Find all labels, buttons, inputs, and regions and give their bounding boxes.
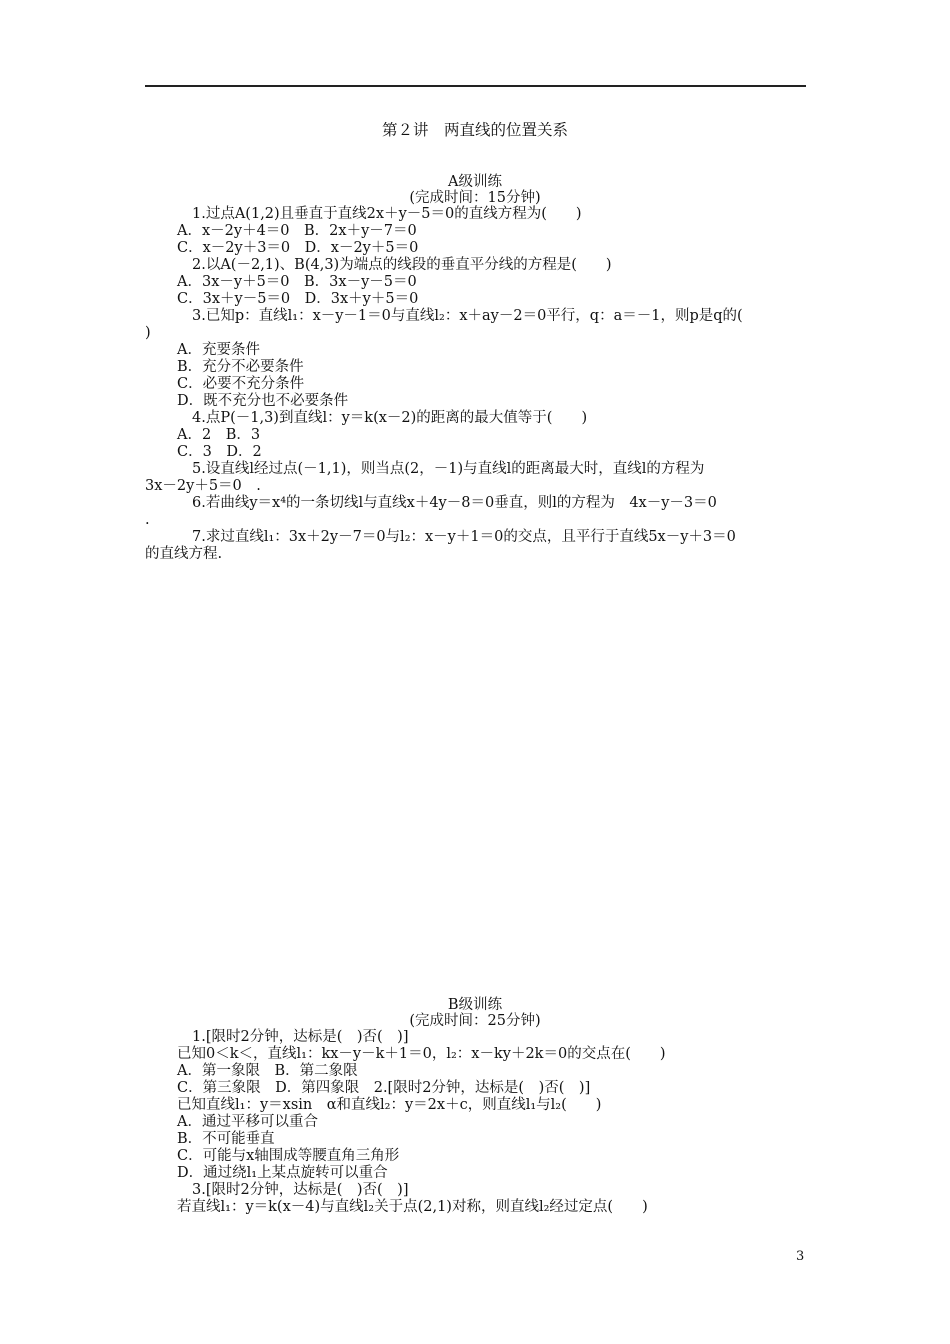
option-line: D．通过绕l₁上某点旋转可以重合 <box>177 1165 388 1181</box>
option-line: B．不可能垂直 <box>177 1131 275 1147</box>
page-number: 3 <box>796 1249 805 1264</box>
option-line: C．必要不充分条件 <box>177 376 305 392</box>
question-a3: 3.已知p：直线l₁：x－y－1＝0与直线l₂：x＋ay－2＝0平行，q：a＝－1，则p是q的( <box>192 308 743 324</box>
header-rule <box>145 85 806 87</box>
option-line: A．通过平移可以重合 <box>177 1114 318 1130</box>
question-a6-cont: . <box>145 512 150 528</box>
section-b-heading: B级训练 <box>447 997 503 1013</box>
option-line: A．x－2y＋4＝0 B．2x＋y－7＝0 <box>177 223 417 239</box>
question-b1-body: 已知0＜k＜，直线l₁：kx－y－k＋1＝0，l₂：x－ky＋2k＝0的交点在( ) <box>177 1046 666 1062</box>
page-title: 第２讲 两直线的位置关系 <box>381 121 568 139</box>
option-line: A．充要条件 <box>177 342 260 358</box>
question-a4: 4.点P(－1,3)到直线l：y＝k(x－2)的距离的最大值等于( ) <box>192 410 588 426</box>
option-line: C．可能与x轴围成等腰直角三角形 <box>177 1148 400 1164</box>
question-a1: 1.过点A(1,2)且垂直于直线2x＋y－5＝0的直线方程为( ) <box>192 206 582 222</box>
question-b3-body: 若直线l₁：y＝k(x－4)与直线l₂关于点(2,1)对称，则直线l₂经过定点( ) <box>177 1199 648 1215</box>
question-a2: 2.以A(－2,1)、B(4,3)为端点的线段的垂直平分线的方程是( ) <box>192 257 612 273</box>
option-line: A．3x－y＋5＝0 B．3x－y－5＝0 <box>177 274 417 290</box>
question-a7: 7.求过直线l₁：3x＋2y－7＝0与l₂：x－y＋1＝0的交点，且平行于直线5x－y＋3＝0 <box>192 529 736 545</box>
option-line: C．3x＋y－5＝0 D．3x＋y＋5＝0 <box>177 291 419 307</box>
question-b1: 1.[限时2分钟，达标是( )否( )] <box>192 1029 409 1045</box>
question-a5: 5.设直线l经过点(－1,1)，则当点(2，－1)与直线l的距离最大时，直线l的方程为 <box>192 461 705 477</box>
option-line: D．既不充分也不必要条件 <box>177 393 349 409</box>
question-a6: 6.若曲线y＝x⁴的一条切线l与直线x＋4y－8＝0垂直，则l的方程为 4x－y－3＝0 <box>192 495 717 511</box>
section-a-heading: A级训练 <box>448 174 502 190</box>
question-b3: 3.[限时2分钟，达标是( )否( )] <box>192 1182 409 1198</box>
section-a-time: (完成时间：15分钟) <box>409 190 541 206</box>
option-line: A．第一象限 B．第二象限 <box>177 1063 358 1079</box>
question-b2-body: 已知直线l₁：y＝xsin α和直线l₂：y＝2x＋c，则直线l₁与l₂( ) <box>177 1097 602 1113</box>
question-a7-cont: 的直线方程. <box>145 546 223 562</box>
option-line: C．第三象限 D．第四象限 2.[限时2分钟，达标是( )否( )] <box>177 1080 591 1096</box>
option-line: C．3 D．2 <box>177 444 262 460</box>
option-line: C．x－2y＋3＝0 D．x－2y＋5＝0 <box>177 240 419 256</box>
section-b-time: (完成时间：25分钟) <box>409 1013 541 1029</box>
option-line: B．充分不必要条件 <box>177 359 304 375</box>
answer-a5: 3x－2y＋5＝0 . <box>145 478 261 494</box>
option-line: A．2 B．3 <box>177 427 261 443</box>
question-a3-cont: ) <box>145 325 151 341</box>
